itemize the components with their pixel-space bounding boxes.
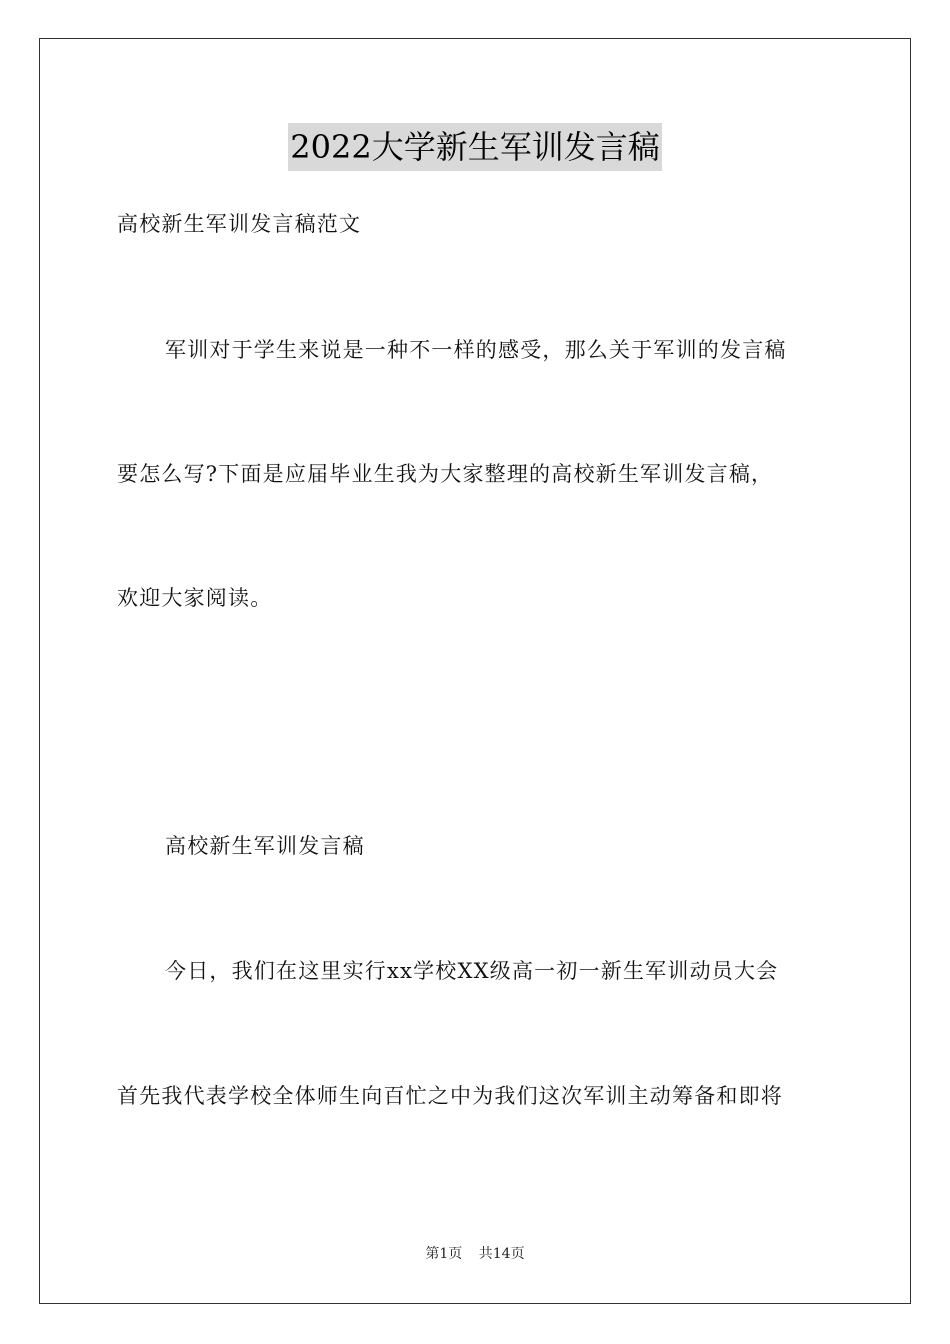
page-footer — [0, 1244, 950, 1264]
document-title: 2022大学新生军训发言稿 — [288, 123, 661, 171]
page-number: 第1页 — [425, 1246, 463, 1262]
section-heading: 高校新生军训发言稿 — [165, 834, 365, 858]
paragraph-line: 军训对于学生来说是一种不一样的感受，那么关于军训的发言稿 — [165, 338, 787, 362]
paragraph-line: 欢迎大家阅读。 — [117, 586, 273, 610]
paragraph-line: 今日，我们在这里实行xx学校XX级高一初一新生军训动员大会 — [165, 959, 779, 983]
paragraph-line: 首先我代表学校全体师生向百忙之中为我们这次军训主动筹备和即将 — [117, 1084, 783, 1108]
paragraph-line: 要怎么写?下面是应届毕业生我为大家整理的高校新生军训发言稿， — [117, 462, 774, 486]
page-total: 共14页 — [478, 1246, 525, 1262]
title-container — [0, 123, 950, 171]
subtitle-line: 高校新生军训发言稿范文 — [117, 212, 362, 236]
